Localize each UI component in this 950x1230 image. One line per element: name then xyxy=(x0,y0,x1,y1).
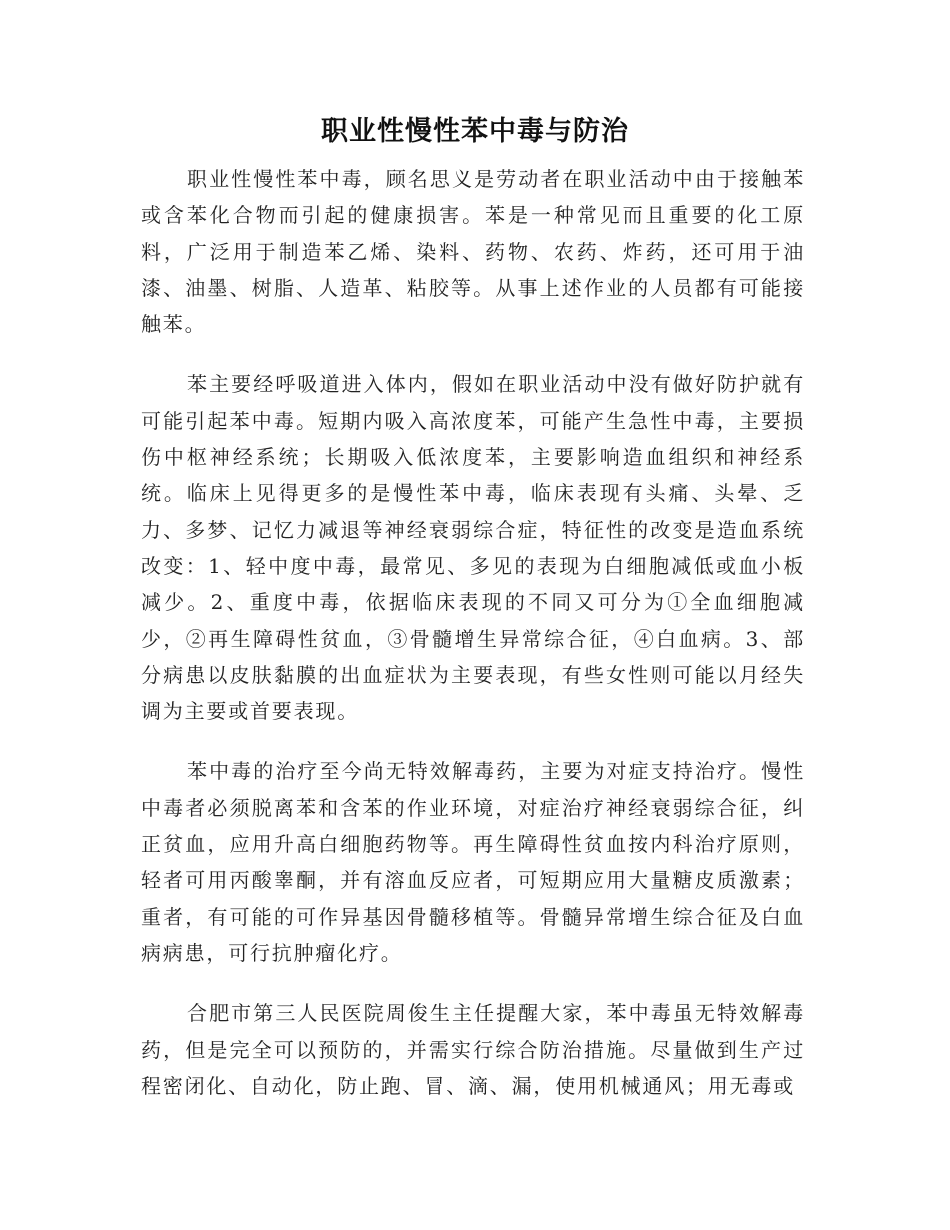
document-title: 职业性慢性苯中毒与防治 xyxy=(321,116,629,147)
paragraph-intro: 职业性慢性苯中毒，顾名思义是劳动者在职业活动中由于接触苯或含苯化合物而引起的健康损害。苯是一种常见而且重要的化工原料，广泛用于制造苯乙烯、染料、药物、农药、炸药，还可用于油漆、油墨、树脂、人造革、粘胶等。从事上述作业的人员都有可能接触苯。 xyxy=(141,167,805,337)
paragraph-prevention: 合肥市第三人民医院周俊生主任提醒大家，苯中毒虽无特效解毒药，但是完全可以预防的，并需实行综合防治措施。尽量做到生产过程密闭化、自动化，防止跑、冒、滴、漏，使用机械通风；用无毒或 xyxy=(141,1001,805,1098)
paragraph-treatment: 苯中毒的治疗至今尚无特效解毒药，主要为对症支持治疗。慢性中毒者必须脱离苯和含苯的作业环境，对症治疗神经衰弱综合征，纠正贫血，应用升高白细胞药物等。再生障碍性贫血按内科治疗原则，轻者可用丙酸睾酮，并有溶血反应者，可短期应用大量糖皮质激素；重者，有可能的可作异基因骨髓移植等。骨髓异常增生综合征及白血病病患，可行抗肿瘤化疗。 xyxy=(141,759,805,965)
paragraph-symptoms: 苯主要经呼吸道进入体内，假如在职业活动中没有做好防护就有可能引起苯中毒。短期内吸入高浓度苯，可能产生急性中毒，主要损伤中枢神经系统；长期吸入低浓度苯，主要影响造血组织和神经系统。临床上见得更多的是慢性苯中毒，临床表现有头痛、头晕、乏力、多梦、记忆力减退等神经衰弱综合症，特征性的改变是造血系统改变：1、轻中度中毒，最常见、多见的表现为白细胞减低或血小板减少。2、重度中毒，依据临床表现的不同又可分为①全血细胞减少，②再生障碍性贫血，③骨髓增生异常综合征，④白血病。3、部分病患以皮肤黏膜的出血症状为主要表现，有些女性则可能以月经失调为主要或首要表现。 xyxy=(141,372,805,724)
document-body xyxy=(141,161,805,1128)
